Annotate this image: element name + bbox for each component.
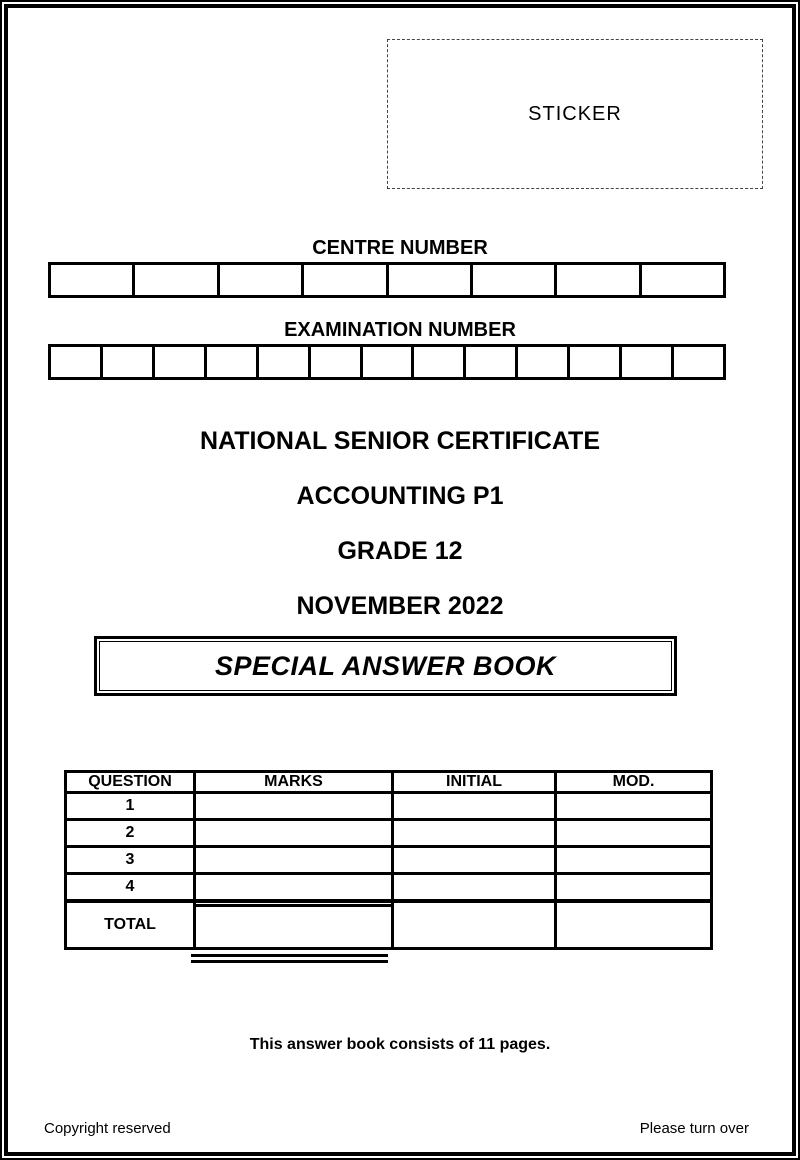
turn-over-text: Please turn over (639, 1120, 749, 1137)
sticker-box (387, 39, 763, 189)
marks-table-header-row (67, 773, 710, 794)
title-grade: GRADE 12 (337, 537, 463, 565)
examination-number-cell[interactable] (308, 347, 360, 377)
centre-number-cell[interactable] (639, 265, 723, 295)
header-initial: INITIAL (391, 773, 554, 791)
examination-number-cell[interactable] (671, 347, 723, 377)
question-number-cell: 2 (125, 824, 135, 841)
page-count-note: This answer book consists of 11 pages. (249, 1036, 551, 1053)
table-row (67, 821, 710, 848)
centre-number-cell[interactable] (470, 265, 554, 295)
copyright-text: Copyright reserved (44, 1120, 171, 1137)
special-answer-book-box (94, 636, 677, 696)
centre-number-cell[interactable] (132, 265, 216, 295)
examination-number-cell[interactable] (567, 347, 619, 377)
centre-number-label: CENTRE NUMBER (312, 237, 488, 259)
marks-cell[interactable] (193, 794, 391, 818)
examination-number-row (48, 344, 726, 380)
header-marks: MARKS (193, 773, 391, 791)
examination-number-cell[interactable] (360, 347, 412, 377)
marks-table (64, 770, 713, 950)
centre-number-row (48, 262, 726, 298)
examination-number-cell[interactable] (204, 347, 256, 377)
total-initial-cell[interactable] (391, 903, 554, 947)
examination-number-label: EXAMINATION NUMBER (284, 319, 516, 341)
marks-cell[interactable] (193, 848, 391, 872)
mod-cell[interactable] (554, 794, 710, 818)
question-number-cell: 4 (125, 878, 135, 895)
mod-cell[interactable] (554, 848, 710, 872)
header-mod: MOD. (554, 773, 710, 791)
total-marks-cell[interactable] (193, 903, 391, 947)
title-subject: ACCOUNTING P1 (296, 482, 504, 510)
marks-cell[interactable] (193, 875, 391, 899)
examination-number-cell[interactable] (463, 347, 515, 377)
total-double-rule (191, 954, 388, 963)
centre-number-cell[interactable] (554, 265, 638, 295)
initial-cell[interactable] (391, 821, 554, 845)
header-question: QUESTION (88, 773, 172, 790)
examination-number-cell[interactable] (100, 347, 152, 377)
mod-cell[interactable] (554, 821, 710, 845)
table-row (67, 875, 710, 903)
question-number-cell: 3 (125, 851, 135, 868)
centre-number-cell[interactable] (217, 265, 301, 295)
question-number-cell: 1 (125, 797, 135, 814)
page-border-frame (4, 4, 796, 1156)
sticker-label: STICKER (528, 102, 622, 125)
total-label-cell: TOTAL (104, 916, 156, 933)
table-row (67, 794, 710, 821)
initial-cell[interactable] (391, 848, 554, 872)
initial-cell[interactable] (391, 794, 554, 818)
mod-cell[interactable] (554, 875, 710, 899)
footer (44, 1120, 749, 1137)
total-mod-cell[interactable] (554, 903, 710, 947)
table-row-total (67, 903, 710, 947)
examination-number-cell[interactable] (51, 347, 100, 377)
initial-cell[interactable] (391, 875, 554, 899)
examination-number-cell[interactable] (411, 347, 463, 377)
centre-number-cell[interactable] (386, 265, 470, 295)
centre-number-cell[interactable] (51, 265, 132, 295)
table-row (67, 848, 710, 875)
title-session: NOVEMBER 2022 (296, 592, 504, 620)
marks-cell[interactable] (193, 821, 391, 845)
special-answer-book-inner-frame (99, 641, 672, 691)
examination-number-cell[interactable] (515, 347, 567, 377)
examination-number-cell[interactable] (152, 347, 204, 377)
centre-number-cell[interactable] (301, 265, 385, 295)
special-answer-book-label: SPECIAL ANSWER BOOK (214, 650, 557, 681)
examination-number-cell[interactable] (619, 347, 671, 377)
examination-number-cell[interactable] (256, 347, 308, 377)
title-certificate: NATIONAL SENIOR CERTIFICATE (200, 427, 600, 455)
